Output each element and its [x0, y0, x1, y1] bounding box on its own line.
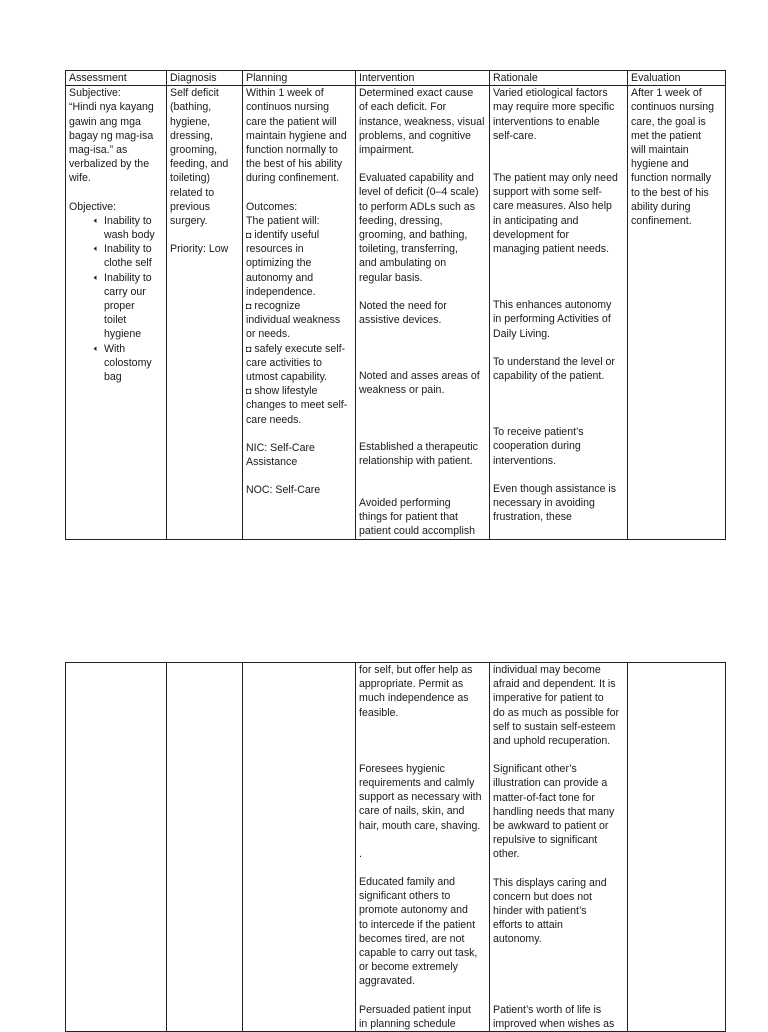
- intervention-line: assistive devices.: [359, 314, 442, 327]
- outcome-text: safely execute self-: [251, 342, 346, 355]
- intervention-item: [359, 299, 486, 327]
- rationale-line: improved when wishes as: [493, 1017, 615, 1030]
- intervention-line: promote autonomy and: [359, 904, 468, 917]
- arrow-bullet-icon: 🢐: [93, 271, 98, 284]
- intervention-line: or become extremely: [359, 961, 458, 974]
- intervention-line: appropriate. Permit as: [359, 678, 464, 691]
- planning-cell: [243, 86, 356, 539]
- diagnosis-line: surgery.: [170, 215, 208, 228]
- diagnosis-line: Self deficit: [170, 87, 219, 100]
- objective-item: [69, 342, 163, 385]
- planning-goal-line: continuos nursing: [246, 101, 330, 114]
- care-plan-table-page-1: [65, 70, 726, 540]
- intervention-line: requirements and calmly: [359, 777, 475, 790]
- diagnosis-line: grooming,: [170, 144, 218, 157]
- rationale-line: autonomy.: [493, 933, 542, 946]
- noc-label: NOC: Self-Care: [246, 484, 321, 497]
- intervention-line: impairment.: [359, 144, 415, 157]
- rationale-line: Daily Living.: [493, 327, 551, 340]
- intervention-line: of each deficit. For: [359, 101, 447, 114]
- subjective-label: Subjective:: [69, 87, 121, 100]
- intervention-item: [359, 496, 486, 539]
- rationale-line: development for: [493, 228, 569, 241]
- diagnosis-line: hygiene,: [170, 115, 211, 128]
- planning-goal-line: care the patient will: [246, 115, 337, 128]
- rationale-line: afraid and dependent. It is: [493, 678, 616, 691]
- intervention-line: Established a therapeutic: [359, 440, 478, 453]
- intervention-line: .: [359, 847, 362, 860]
- planning-goal-line: during confinement.: [246, 172, 340, 185]
- rationale-line: repulsive to significant: [493, 834, 598, 847]
- objective-text: Inability to: [104, 243, 152, 256]
- outcome-text: care needs.: [246, 413, 302, 426]
- intervention-line: feeding, dressing,: [359, 214, 443, 227]
- rationale-line: imperative for patient to: [493, 692, 604, 705]
- rationale-cell: [490, 86, 628, 539]
- arrow-bullet-icon: 🢐: [93, 342, 98, 355]
- outcome-item: [246, 299, 352, 342]
- intervention-line: problems, and cognitive: [359, 129, 471, 142]
- evaluation-line: met the patient: [631, 129, 702, 142]
- intervention-line: regular basis.: [359, 271, 423, 284]
- intervention-line: instance, weakness, visual: [359, 115, 485, 128]
- objective-text: Inability to: [104, 214, 152, 227]
- outcome-text: utmost capability.: [246, 371, 328, 384]
- planning-goal-line: maintain hygiene and: [246, 129, 347, 142]
- outcome-text: recognize: [251, 300, 301, 313]
- evaluation-cell-empty: [628, 663, 726, 1032]
- content-row-continued: [66, 663, 726, 1032]
- outcome-text: optimizing the: [246, 257, 312, 270]
- intervention-line: much independence as: [359, 692, 469, 705]
- evaluation-line: function normally: [631, 172, 712, 185]
- intervention-line: Evaluated capability and: [359, 172, 474, 185]
- intervention-item: [359, 440, 486, 468]
- objective-item: [69, 214, 163, 242]
- rationale-line: self to sustain self-esteem: [493, 720, 616, 733]
- rationale-line: matter-of-fact tone for: [493, 791, 595, 804]
- intervention-line: relationship with patient.: [359, 454, 473, 467]
- rationale-line: The patient may only need: [493, 172, 618, 185]
- rationale-line: do as much as possible for: [493, 706, 620, 719]
- intervention-line: becomes tired, are not: [359, 932, 465, 945]
- diagnosis-cell: [167, 86, 243, 539]
- intervention-line: patient could accomplish: [359, 525, 476, 538]
- intervention-item: [359, 1003, 486, 1031]
- intervention-line: Noted and asses areas of: [359, 370, 480, 383]
- rationale-line: care measures. Also help: [493, 200, 612, 213]
- subjective-line: mag-isa.” as: [69, 144, 128, 157]
- evaluation-line: hygiene and: [631, 158, 689, 171]
- rationale-line: frustration, these: [493, 511, 572, 524]
- rationale-line: interventions to enable: [493, 115, 600, 128]
- intervention-line: capable to carry out task,: [359, 947, 478, 960]
- intervention-cell: [356, 86, 490, 539]
- rationale-line: To understand the level or: [493, 355, 615, 368]
- subjective-line: “Hindi nya kayang: [69, 101, 154, 114]
- rationale-line: be awkward to patient or: [493, 820, 609, 833]
- intervention-line: Foresees hygienic: [359, 762, 445, 775]
- intervention-line: Noted the need for: [359, 299, 447, 312]
- square-bullet-icon: ◘: [246, 343, 252, 354]
- objective-text: proper: [104, 300, 135, 313]
- rationale-item: [493, 876, 624, 947]
- arrow-bullet-icon: 🢐: [93, 214, 98, 227]
- rationale-line: may require more specific: [493, 101, 615, 114]
- planning-goal-line: the best of his ability: [246, 158, 342, 171]
- outcome-item: [246, 342, 352, 385]
- header-evaluation: Evaluation: [628, 71, 726, 86]
- rationale-line: necessary in avoiding: [493, 497, 595, 510]
- objective-text: clothe self: [104, 257, 152, 270]
- outcome-item: [246, 228, 352, 299]
- intervention-line: toileting, transferring,: [359, 243, 458, 256]
- assessment-cell-empty: [66, 663, 167, 1032]
- rationale-line: managing patient needs.: [493, 243, 610, 256]
- outcomes-label: Outcomes:: [246, 200, 298, 213]
- intervention-line: grooming, and bathing,: [359, 229, 468, 242]
- rationale-line: hinder with patient’s: [493, 905, 587, 918]
- objective-text: hygiene: [104, 328, 142, 341]
- header-intervention: Intervention: [356, 71, 490, 86]
- rationale-line: and uphold recuperation.: [493, 735, 611, 748]
- header-diagnosis: Diagnosis: [167, 71, 243, 86]
- rationale-line: This enhances autonomy: [493, 299, 612, 312]
- rationale-line: other.: [493, 848, 520, 861]
- rationale-line: Varied etiological factors: [493, 87, 608, 100]
- intervention-line: support as necessary with: [359, 791, 482, 804]
- content-row: [66, 86, 726, 539]
- outcome-text: individual weakness: [246, 314, 341, 327]
- outcome-text: autonomy and: [246, 271, 314, 284]
- subjective-line: verbalized by the: [69, 158, 150, 171]
- objective-item: [69, 271, 163, 342]
- evaluation-line: ability during: [631, 200, 691, 213]
- outcome-text: resources in: [246, 243, 304, 256]
- rationale-line: This displays caring and: [493, 876, 607, 889]
- intervention-line: things for patient that: [359, 511, 458, 524]
- intervention-line: Determined exact cause: [359, 87, 474, 100]
- objective-text: colostomy: [104, 356, 152, 369]
- diagnosis-cell-empty: [167, 663, 243, 1032]
- objective-text: wash body: [104, 229, 155, 242]
- intervention-item: [359, 171, 486, 285]
- rationale-item: [493, 298, 624, 341]
- intervention-line: hair, mouth care, shaving.: [359, 819, 481, 832]
- intervention-line: weakness or pain.: [359, 384, 445, 397]
- header-assessment: Assessment: [66, 71, 167, 86]
- subjective-line: bagay ng mag-isa: [69, 129, 154, 142]
- intervention-line: Avoided performing: [359, 497, 451, 510]
- evaluation-cell: [628, 86, 726, 539]
- rationale-item: [493, 663, 624, 748]
- intervention-line: and ambulating on: [359, 257, 447, 270]
- intervention-line: care of nails, skin, and: [359, 805, 465, 818]
- rationale-line: support with some self-: [493, 186, 602, 199]
- rationale-item: [493, 425, 624, 468]
- nic-label: NIC: Self-Care: [246, 441, 315, 454]
- intervention-item: [359, 762, 486, 861]
- intervention-line: feasible.: [359, 706, 399, 719]
- intervention-line: level of deficit (0–4 scale): [359, 186, 479, 199]
- objective-item: [69, 242, 163, 270]
- outcome-text: independence.: [246, 285, 316, 298]
- intervention-line: to perform ADLs such as: [359, 200, 475, 213]
- rationale-item: [493, 482, 624, 525]
- objective-label: Objective:: [69, 200, 117, 213]
- intervention-item: [359, 875, 486, 989]
- rationale-item: [493, 86, 624, 143]
- rationale-line: handling needs that many: [493, 805, 615, 818]
- evaluation-line: care, the goal is: [631, 115, 706, 128]
- rationale-line: capability of the patient.: [493, 370, 605, 383]
- square-bullet-icon: ◘: [246, 386, 252, 397]
- rationale-cell: [490, 663, 628, 1032]
- nic-label-cont: Assistance: [246, 456, 298, 469]
- intervention-line: significant others to: [359, 890, 451, 903]
- intervention-line: to intercede if the patient: [359, 918, 476, 931]
- care-plan-table-page-2: [65, 662, 726, 1032]
- intervention-cell: [356, 663, 490, 1032]
- planning-cell-empty: [243, 663, 356, 1032]
- arrow-bullet-icon: 🢐: [93, 243, 98, 256]
- rationale-line: in performing Activities of: [493, 313, 611, 326]
- outcome-text: changes to meet self-: [246, 399, 348, 412]
- square-bullet-icon: ◘: [246, 230, 252, 241]
- diagnosis-line: toileting): [170, 172, 211, 185]
- diagnosis-line: (bathing,: [170, 101, 212, 114]
- rationale-line: individual may become: [493, 664, 601, 676]
- planning-goal-line: function normally to: [246, 144, 338, 157]
- objective-text: toilet: [104, 314, 127, 327]
- rationale-item: [493, 1003, 624, 1031]
- diagnosis-line: related to: [170, 186, 215, 199]
- intervention-line: Educated family and: [359, 876, 455, 889]
- rationale-item: [493, 762, 624, 861]
- intervention-line: Persuaded patient input: [359, 1003, 471, 1016]
- rationale-line: in anticipating and: [493, 214, 579, 227]
- rationale-line: cooperation during: [493, 440, 581, 453]
- outcome-text: show lifestyle: [251, 385, 318, 398]
- rationale-line: concern but does not: [493, 890, 592, 903]
- rationale-line: Significant other’s: [493, 763, 577, 776]
- rationale-line: Patient’s worth of life is: [493, 1003, 602, 1016]
- evaluation-line: to the best of his: [631, 186, 709, 199]
- objective-text: carry our: [104, 285, 146, 298]
- rationale-item: [493, 171, 624, 256]
- intervention-line: aggravated.: [359, 975, 415, 988]
- rationale-line: self-care.: [493, 129, 537, 142]
- diagnosis-line: previous: [170, 200, 211, 213]
- header-planning: Planning: [243, 71, 356, 86]
- intervention-line: for self, but offer help as: [359, 664, 473, 676]
- outcomes-intro: The patient will:: [246, 214, 320, 227]
- assessment-cell: [66, 86, 167, 539]
- intervention-item: [359, 86, 486, 157]
- rationale-item: [493, 355, 624, 383]
- planning-goal-line: Within 1 week of: [246, 87, 324, 100]
- outcome-text: or needs.: [246, 328, 291, 341]
- evaluation-line: continuos nursing: [631, 101, 715, 114]
- rationale-line: Even though assistance is: [493, 482, 617, 495]
- subjective-line: wife.: [69, 172, 91, 185]
- objective-text: With: [104, 342, 126, 355]
- subjective-line: gawin ang mga: [69, 115, 141, 128]
- intervention-line: in planning schedule: [359, 1017, 456, 1030]
- objective-text: Inability to: [104, 271, 152, 284]
- intervention-item: [359, 663, 486, 720]
- rationale-line: illustration can provide a: [493, 777, 608, 790]
- square-bullet-icon: ◘: [246, 301, 252, 312]
- evaluation-line: will maintain: [631, 144, 689, 157]
- evaluation-line: After 1 week of: [631, 87, 702, 100]
- objective-text: bag: [104, 371, 122, 384]
- evaluation-line: confinement.: [631, 215, 692, 228]
- header-rationale: Rationale: [490, 71, 628, 86]
- diagnosis-line: feeding, and: [170, 158, 229, 171]
- priority-label: Priority: Low: [170, 243, 229, 256]
- rationale-line: interventions.: [493, 454, 557, 467]
- header-row: [66, 71, 726, 86]
- diagnosis-line: dressing,: [170, 129, 213, 142]
- intervention-item: [359, 369, 486, 397]
- rationale-line: efforts to attain: [493, 919, 563, 932]
- outcome-text: identify useful: [251, 229, 320, 242]
- outcome-item: [246, 384, 352, 427]
- outcome-text: care activities to: [246, 356, 322, 369]
- rationale-line: To receive patient’s: [493, 426, 584, 439]
